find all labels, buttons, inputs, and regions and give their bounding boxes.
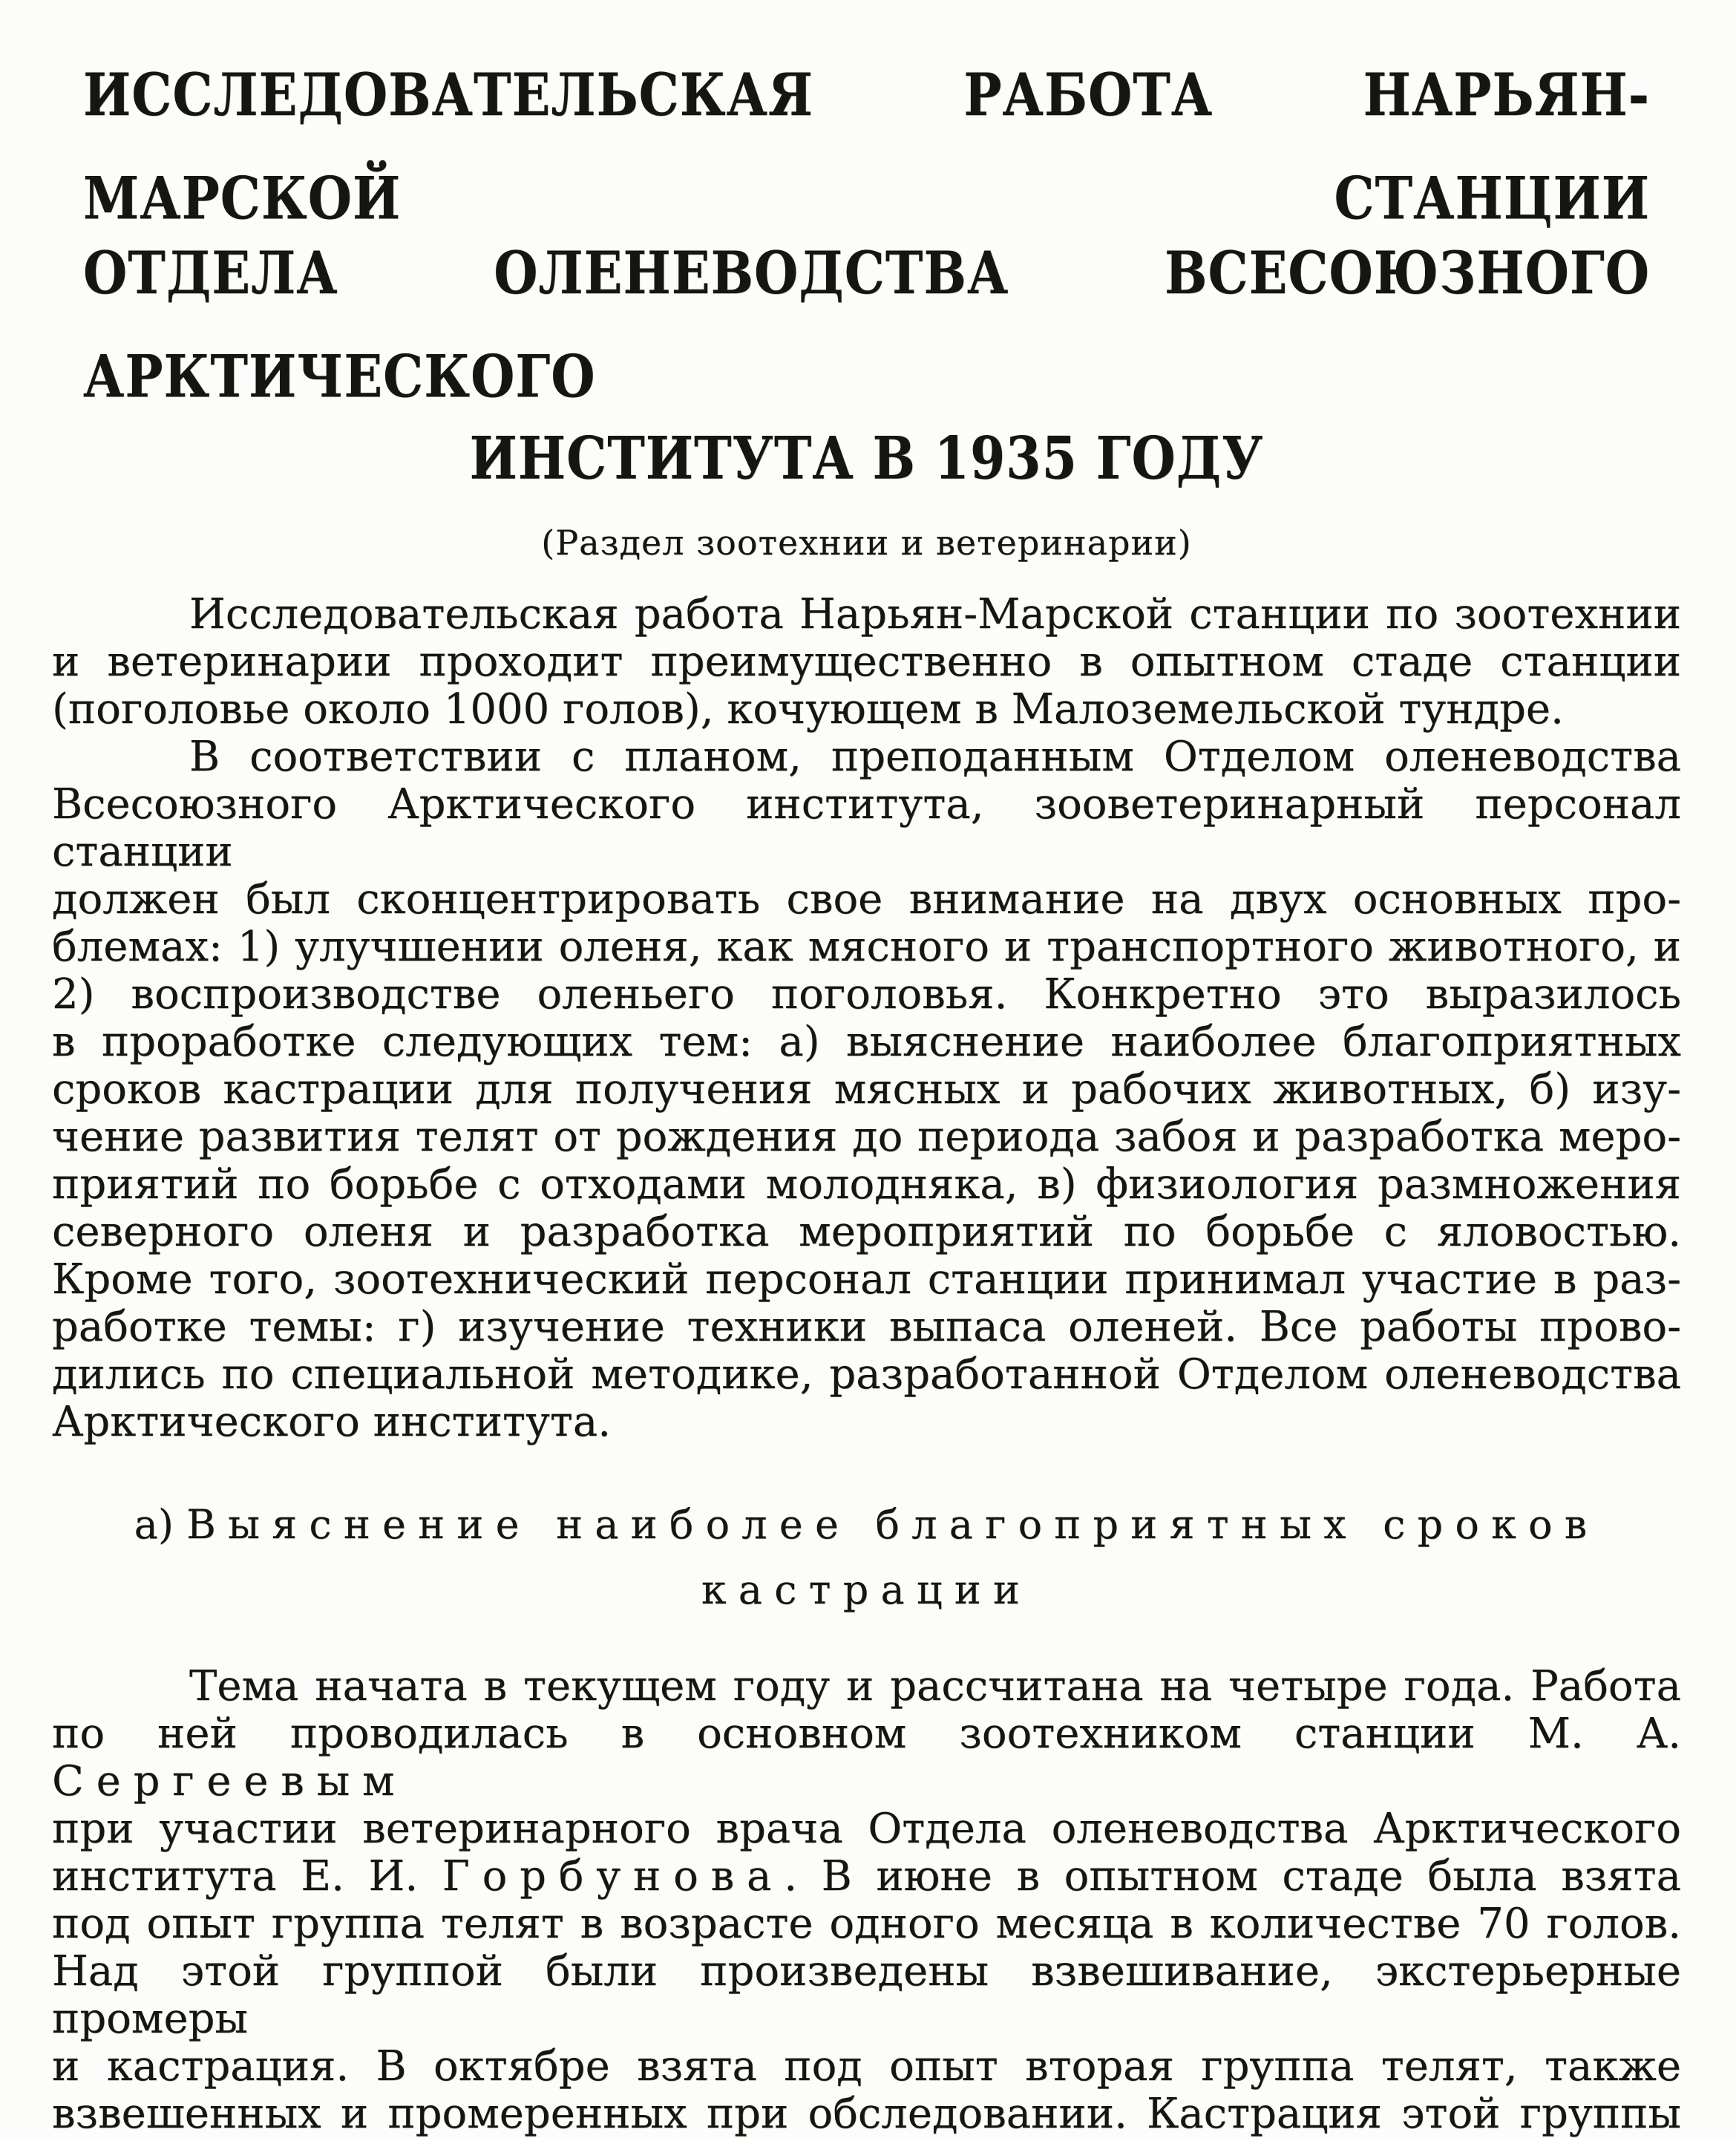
letterspaced-name-segment: кастрации <box>701 1566 1032 1613</box>
heading-line <box>52 1557 1681 1623</box>
text-segment: взвешенных и промеренных при обследовании. Кастрация этой группы <box>52 2090 1681 2138</box>
text-line <box>52 1209 1681 1256</box>
text-line <box>52 923 1681 971</box>
text-segment: Кроме того, зоотехнический персонал станции принимал участие в раз- <box>52 1255 1681 1304</box>
text-line <box>52 1853 1681 1900</box>
text-segment: под опыт группа телят в возрасте одного месяца в количестве 70 голов. <box>52 1900 1681 1948</box>
body-text <box>52 591 1681 2138</box>
text-segment: института Е. И. <box>52 1852 442 1900</box>
title-line: ИНСТИТУТА В 1935 ГОДУ <box>469 424 1264 494</box>
text-segment: а) <box>134 1501 187 1548</box>
text-line <box>52 971 1681 1019</box>
text-segment: в проработке следующих тем: а) выяснение наиболее благоприятных <box>52 1018 1681 1066</box>
text-segment: блемах: 1) улучшении оленя, как мясного и транспортного животного, и <box>52 923 1681 971</box>
text-line <box>52 1161 1681 1209</box>
text-line <box>52 733 1681 781</box>
page-subtitle: (Раздел зоотехнии и ветеринарии) <box>541 523 1192 563</box>
text-line <box>52 638 1681 686</box>
text-segment: дились по специальной методике, разработанной Отделом оленеводства <box>52 1350 1681 1399</box>
text-line <box>52 1399 1681 1446</box>
paragraph <box>52 591 1681 733</box>
text-segment: 2) воспроизводстве оленьего поголовья. Конкретно это выразилось <box>52 970 1681 1019</box>
text-line <box>52 876 1681 923</box>
text-line <box>52 1351 1681 1399</box>
letterspaced-name-segment: Горбунова <box>442 1852 785 1900</box>
text-line <box>52 2043 1681 2090</box>
text-segment: при участии ветеринарного врача Отдела оленеводства Арктического <box>52 1805 1681 1853</box>
text-segment: и кастрация. В октябре взята под опыт вторая группа телят, также <box>52 2042 1681 2090</box>
text-segment: Над этой группой были произведены взвешивание, экстерьерные промеры <box>52 1947 1681 2043</box>
document-header <box>52 58 1681 563</box>
section-heading <box>52 1492 1681 1623</box>
text-segment: северного оленя и разработка мероприятий по борьбе с яловостью. <box>52 1208 1681 1256</box>
heading-line <box>52 1492 1681 1557</box>
paragraph <box>52 733 1681 1446</box>
text-line <box>52 1066 1681 1114</box>
letterspaced-name-segment: Сергеевым <box>52 1757 407 1805</box>
text-line <box>52 781 1681 876</box>
text-segment: должен был сконцентрировать свое внимание на двух основных про- <box>52 875 1681 923</box>
text-segment: Арктического института. <box>52 1398 612 1446</box>
text-line <box>52 2090 1681 2138</box>
letterspaced-name-segment: Выяснение наиболее благоприятных сроков <box>186 1501 1599 1548</box>
page-title <box>83 58 1650 503</box>
text-line <box>52 1900 1681 1948</box>
title-line: ИССЛЕДОВАТЕЛЬСКАЯ РАБОТА НАРЬЯН-МАРСКОЙ СТАНЦИИ <box>83 61 1650 233</box>
text-segment: (поголовье около 1000 голов), кочующем в Малоземельской тундре. <box>52 685 1564 733</box>
text-segment: сроков кастрации для получения мясных и рабочих животных, б) изу- <box>52 1065 1681 1114</box>
text-line <box>52 1663 1681 1710</box>
text-segment: работке темы: г) изучение техники выпаса оленей. Все работы прово- <box>52 1303 1681 1351</box>
text-segment: приятий по борьбе с отходами молодняка, в) физиология размножения <box>52 1160 1681 1209</box>
text-line <box>52 1710 1681 1805</box>
text-line <box>52 686 1681 733</box>
text-segment: Тема начата в текущем году и рассчитана на четыре года. Работа <box>189 1662 1681 1710</box>
text-line <box>52 1256 1681 1304</box>
paragraph <box>52 1663 1681 2138</box>
text-segment: В соответствии с планом, преподанным Отделом оленеводства <box>189 733 1681 781</box>
text-line <box>52 1019 1681 1066</box>
text-line <box>52 1304 1681 1351</box>
text-line <box>52 1805 1681 1853</box>
text-segment: . В июне в опытном стаде была взята <box>784 1852 1681 1900</box>
text-segment: Всесоюзного Арктического института, зооветеринарный персонал станции <box>52 780 1681 876</box>
text-segment: и ветеринарии проходит преимущественно в опытном стаде станции <box>52 638 1681 686</box>
text-segment: чение развития телят от рождения до периода забоя и разработка меро- <box>52 1113 1681 1161</box>
text-line <box>52 1948 1681 2043</box>
text-segment: по ней проводилась в основном зоотехником станции М. А. <box>52 1710 1681 1758</box>
title-line: ОТДЕЛА ОЛЕНЕВОДСТВА ВСЕСОЮЗНОГО АРКТИЧЕСКОГО <box>83 239 1650 411</box>
text-line <box>52 1114 1681 1161</box>
text-segment: Исследовательская работа Нарьян-Марской станции по зоотехнии <box>189 590 1681 638</box>
text-line <box>52 591 1681 638</box>
document-page <box>0 58 1736 2138</box>
